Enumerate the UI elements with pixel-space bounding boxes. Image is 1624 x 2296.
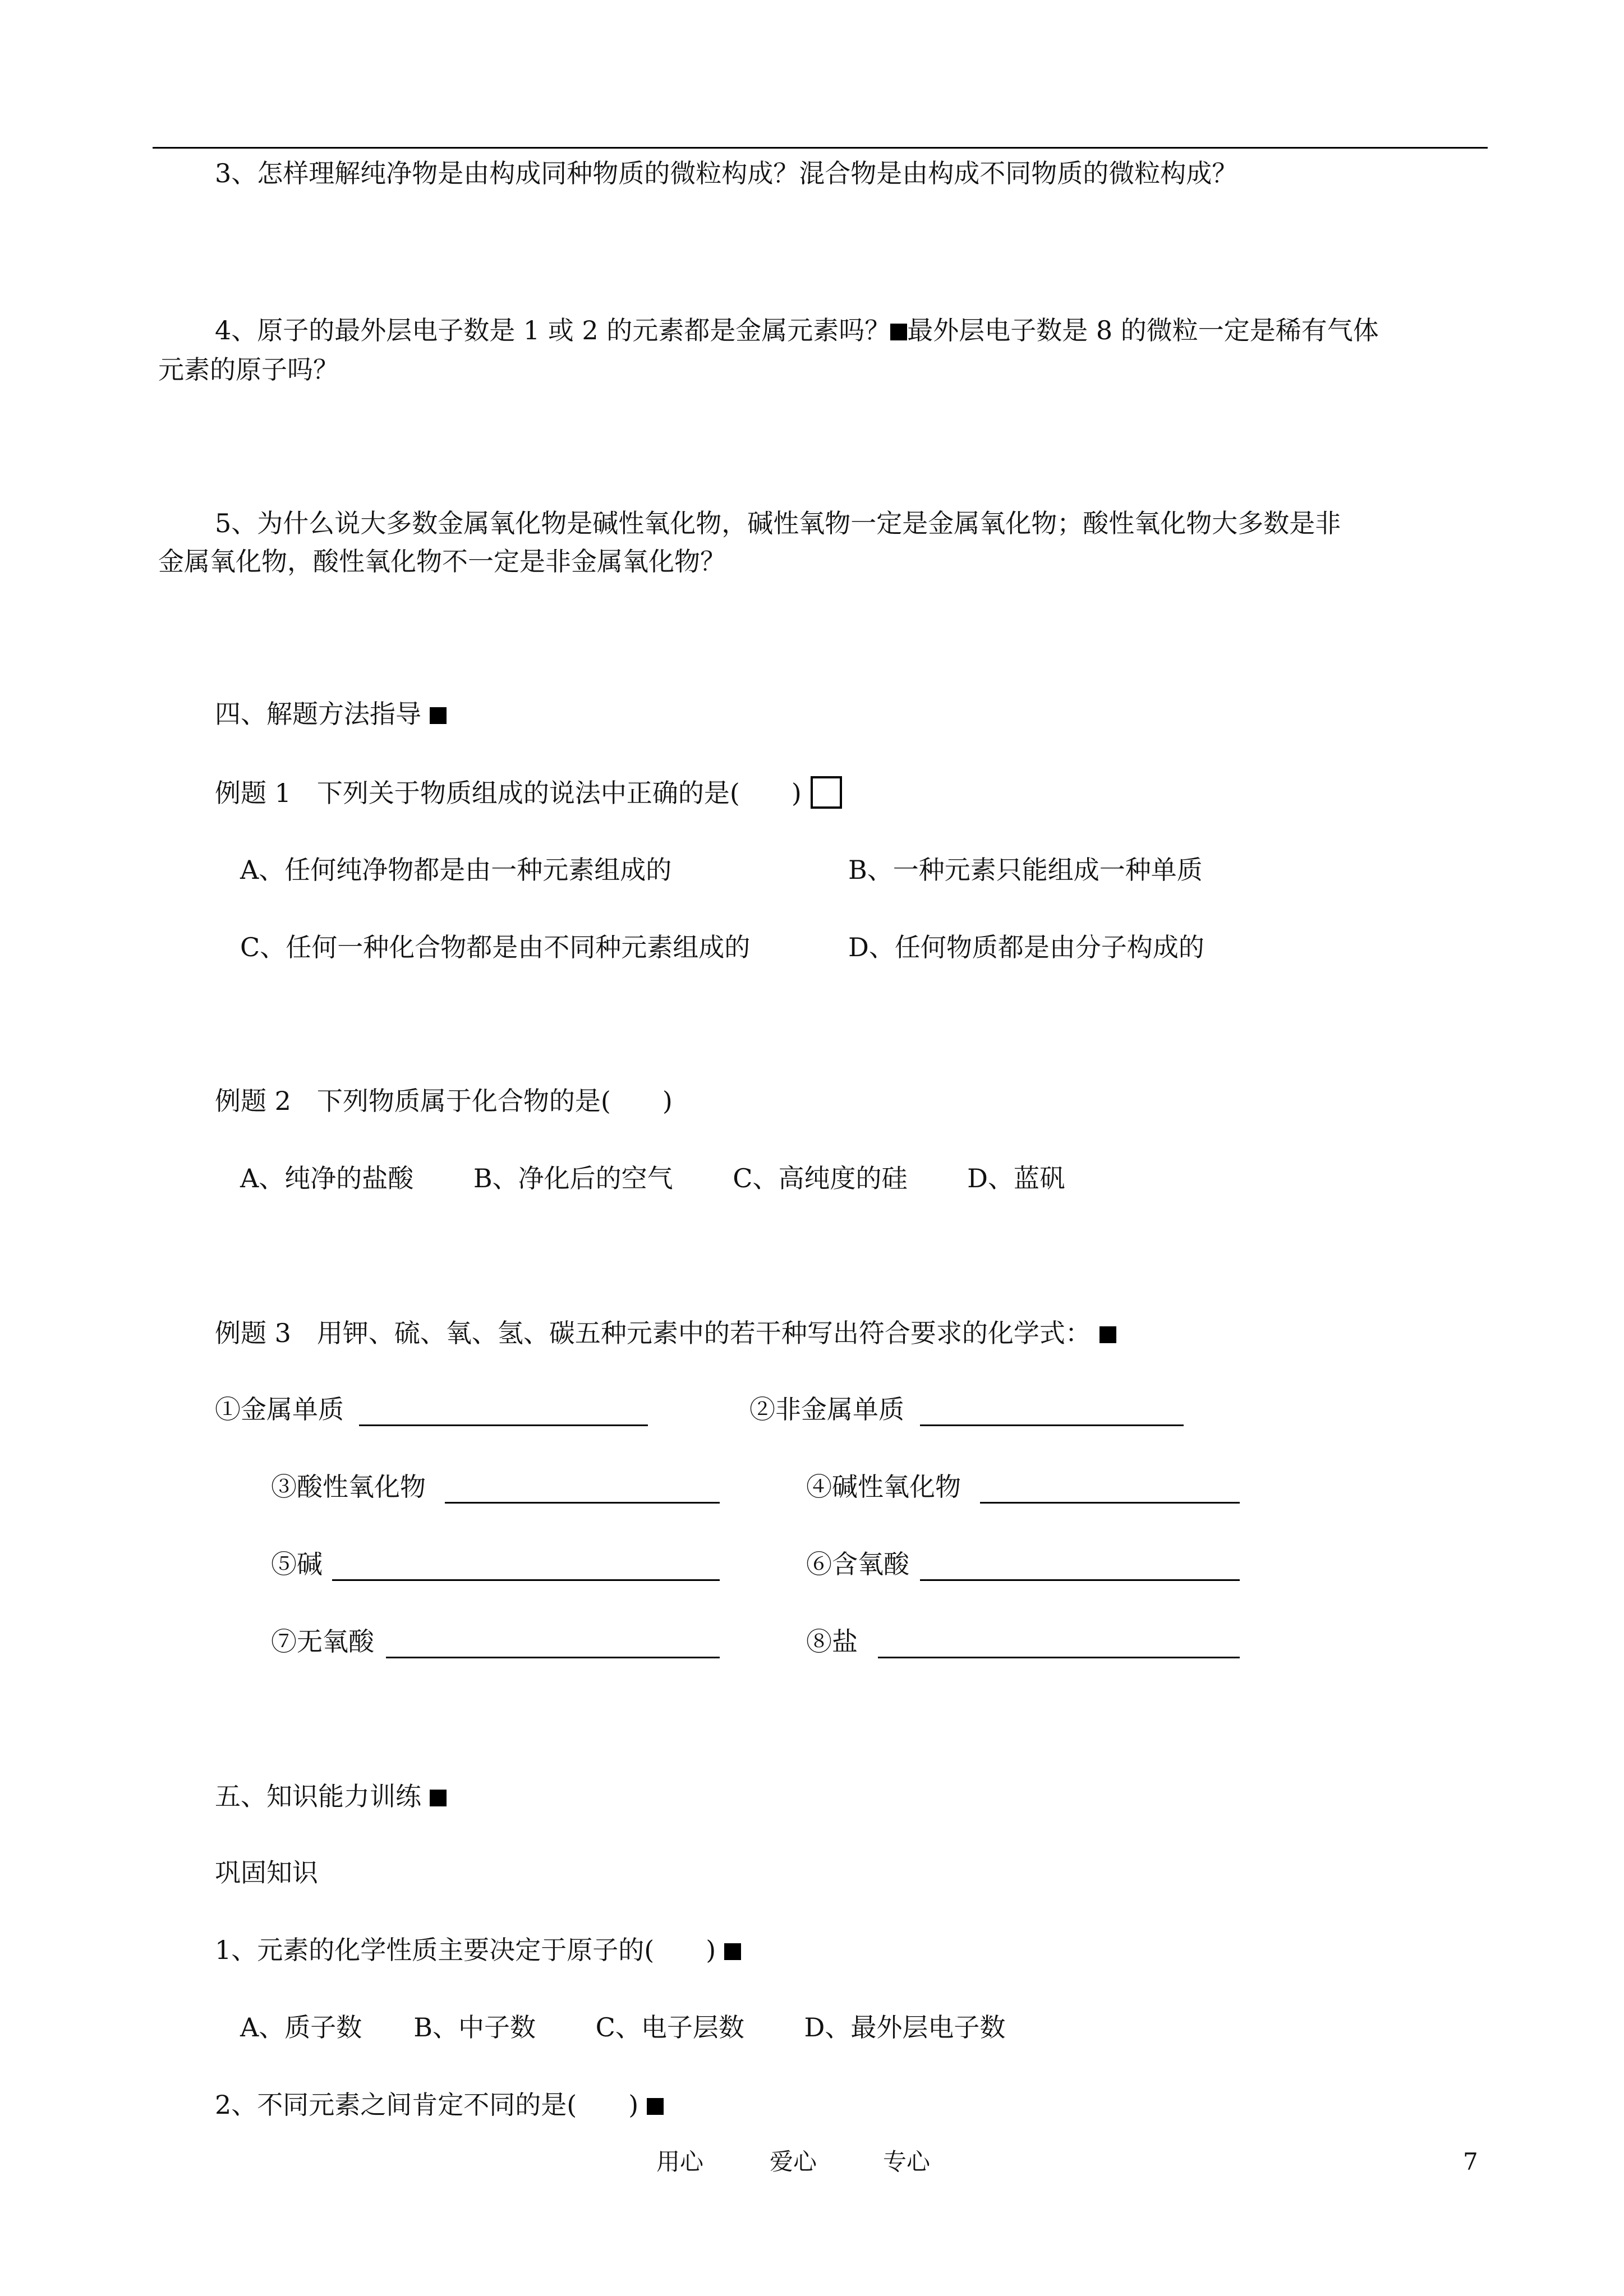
item-acidic-oxide: ③酸性氧化物: [271, 1472, 426, 1502]
example-2-options: A、纯净的盐酸 B、净化后的空气 C、高纯度的硅 D、蓝矾: [240, 1163, 1065, 1193]
black-square-mark: [724, 1943, 741, 1960]
item-base: ⑤碱: [271, 1549, 323, 1579]
item-metal-element: ①金属单质: [215, 1394, 344, 1424]
section-5-heading: 五、知识能力训练: [215, 1780, 447, 1813]
exercise-1-options: A、质子数 B、中子数 C、电子层数 D、最外层电子数: [240, 2012, 1006, 2043]
question-4-part-a: 4、原子的最外层电子数是 1 或 2 的元素都是金属元素吗？: [215, 315, 891, 345]
question-5-line-2: 金属氧化物，酸性氧化物不一定是非金属氧化物？: [158, 546, 726, 577]
example-2-stem: 例题 2 下列物质属于化合物的是( ): [215, 1086, 673, 1116]
black-square-mark: [647, 2098, 664, 2115]
answer-blank-5[interactable]: [332, 1579, 720, 1581]
item-basic-oxide: ④碱性氧化物: [806, 1472, 961, 1502]
header-rule: [153, 147, 1488, 149]
item-nonmetal-element: ②非金属单质: [749, 1394, 904, 1424]
section-4-heading: 四、解题方法指导: [215, 698, 447, 730]
black-square-mark: [890, 324, 907, 340]
answer-blank-3[interactable]: [445, 1502, 720, 1504]
answer-blank-2[interactable]: [920, 1424, 1184, 1426]
answer-blank-4[interactable]: [980, 1502, 1240, 1504]
section-5-subheading: 巩固知识: [215, 1857, 318, 1888]
example-1-option-b: B、一种元素只能组成一种单质: [848, 855, 1203, 885]
footer-motto-3: 专心: [883, 2148, 931, 2175]
answer-blank-8[interactable]: [878, 1657, 1240, 1658]
example-1-option-c: C、任何一种化合物都是由不同种元素组成的: [240, 932, 751, 962]
item-oxyacid: ⑥含氧酸: [806, 1549, 909, 1579]
answer-blank-6[interactable]: [920, 1579, 1240, 1581]
example-3-stem: 例题 3 用钾、硫、氧、氢、碳五种元素中的若干种写出符合要求的化学式：: [215, 1317, 1116, 1349]
black-square-mark: [1099, 1326, 1116, 1343]
answer-blank-7[interactable]: [386, 1657, 720, 1658]
question-5-line-1: 5、为什么说大多数金属氧化物是碱性氧化物，碱性氧物一定是金属氧化物；酸性氧化物大多数是非: [215, 508, 1341, 538]
example-1-stem: 例题 1 下列关于物质组成的说法中正确的是( ): [215, 776, 842, 809]
footer-motto-2: 爱心: [770, 2148, 817, 2175]
question-4-line-1: [215, 314, 1379, 347]
answer-box: [811, 776, 842, 809]
question-3: 3、怎样理解纯净物是由构成同种物质的微粒构成？混合物是由构成不同物质的微粒构成？: [215, 158, 1238, 188]
example-1-option-d: D、任何物质都是由分子构成的: [848, 932, 1204, 962]
example-1-option-a: A、任何纯净物都是由一种元素组成的: [240, 855, 672, 885]
item-oxygen-free-acid: ⑦无氧酸: [271, 1626, 374, 1657]
page-number: 7: [1463, 2148, 1478, 2175]
question-4-part-b: 最外层电子数是 8 的微粒一定是稀有气体: [907, 315, 1379, 345]
exercise-2-stem: 2、不同元素之间肯定不同的是( ): [215, 2088, 664, 2121]
question-4-line-2: 元素的原子吗？: [158, 354, 339, 385]
answer-blank-1[interactable]: [359, 1424, 648, 1426]
exercise-1-stem: 1、元素的化学性质主要决定于原子的( ): [215, 1934, 741, 1966]
black-square-mark: [430, 707, 447, 724]
footer-motto-1: 用心: [656, 2148, 704, 2175]
black-square-mark: [430, 1790, 447, 1806]
item-salt: ⑧盐: [806, 1626, 858, 1657]
